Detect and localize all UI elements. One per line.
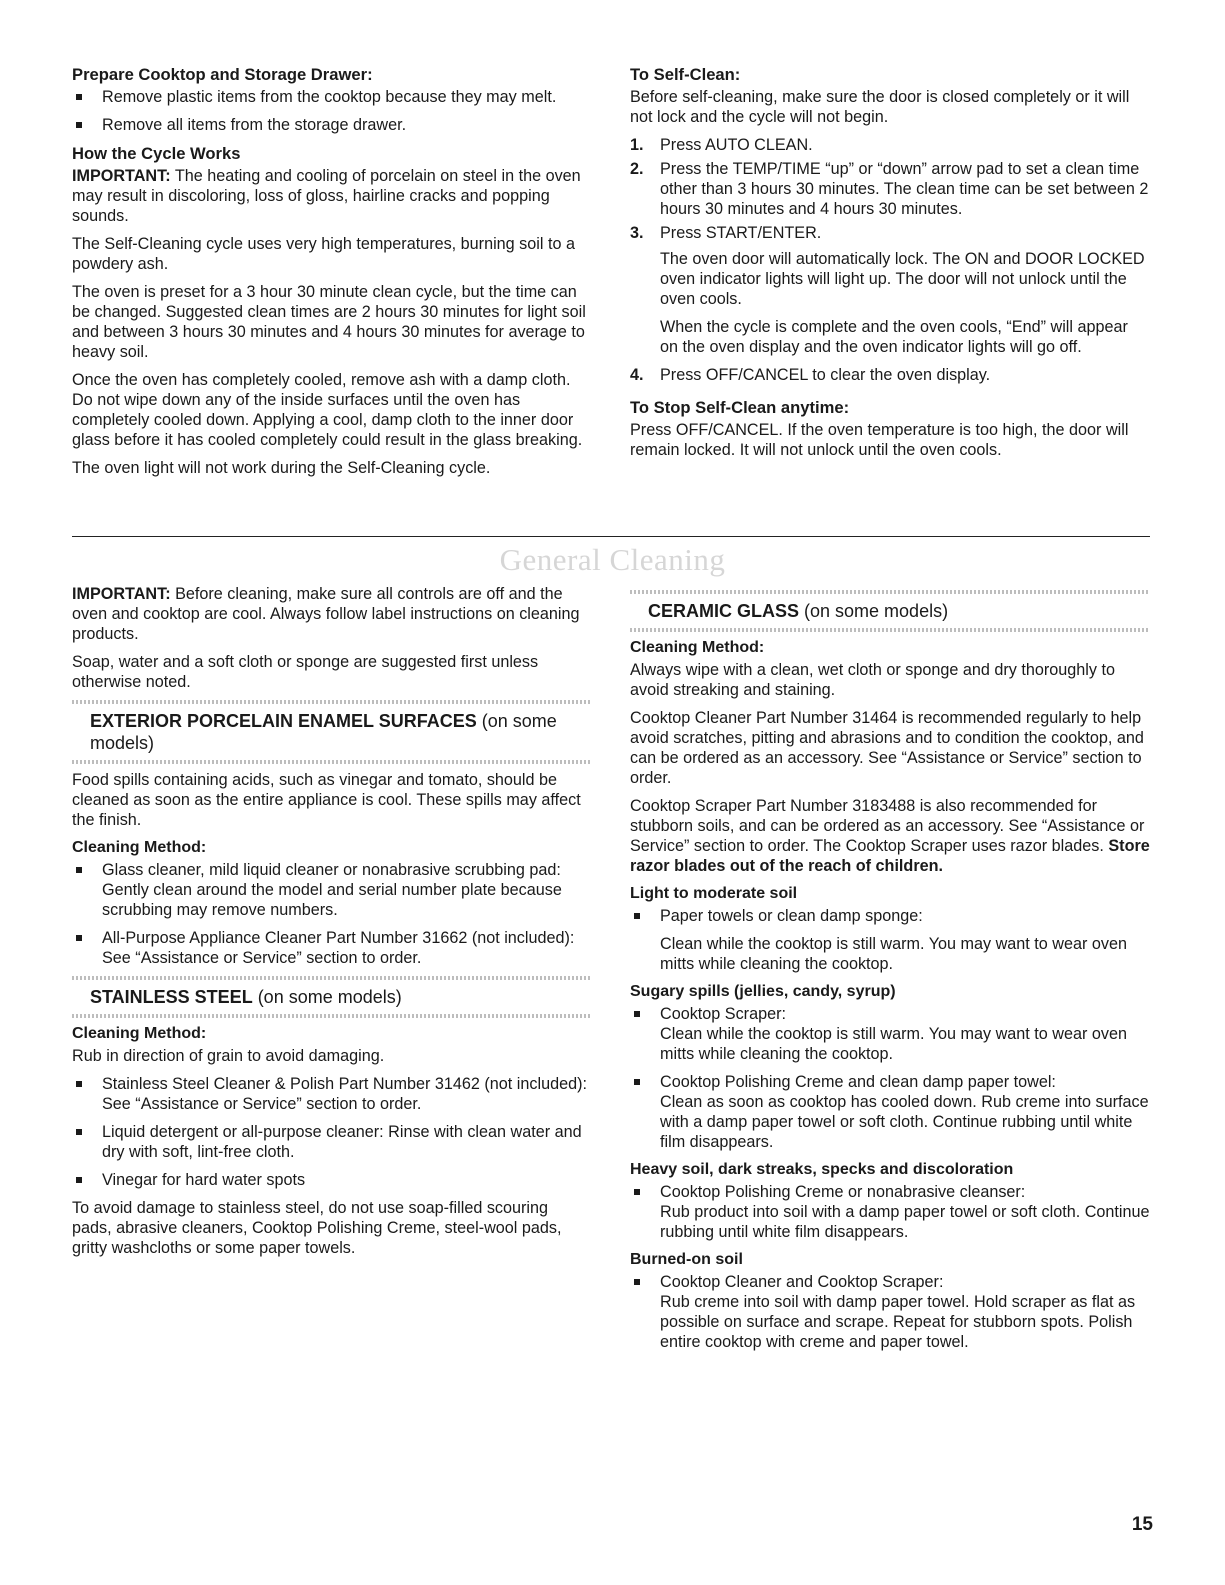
- paragraph: Always wipe with a clean, wet cloth or sponge and dry thoroughly to avoid streaking and staining.: [630, 661, 1115, 699]
- item-detail: Rub product into soil with a damp paper towel or soft cloth. Continue rubbing until white film disappears.: [660, 1203, 1150, 1241]
- list-item: Paper towels or clean damp sponge:: [630, 906, 1150, 926]
- exterior-intro: Food spills containing acids, such as vinegar and tomato, should be cleaned as soon as the entire appliance is cool. These spills may affect the finish.: [72, 771, 581, 829]
- item-detail: Clean as soon as cooktop has cooled down. Rub creme into surface with a damp paper towel or soft cloth. Continue rubbing until white film disappears.: [660, 1093, 1149, 1151]
- section-title: General Cleaning: [499, 542, 726, 577]
- list-item: [72, 928, 592, 968]
- item-detail: See “Assistance or Service” section to order.: [102, 949, 422, 967]
- step-item: [630, 223, 1150, 243]
- stainless-warning: To avoid damage to stainless steel, do not use soap-filled scouring pads, abrasive cleaners, Cooktop Polishing Creme, steel-wool pads, gritty washcloths or some paper towels.: [72, 1199, 562, 1257]
- step-item: [630, 365, 1150, 385]
- paragraph: The Self-Cleaning cycle uses very high temperatures, burning soil to a powdery ash.: [72, 235, 575, 273]
- light-soil-heading: Light to moderate soil: [630, 885, 798, 902]
- hatch-rule: [72, 976, 592, 980]
- list-item: [630, 1182, 1150, 1242]
- stainless-heading-rest: (on some models): [252, 987, 402, 1007]
- hatch-rule: [72, 760, 592, 764]
- general-cleaning-right-column: [630, 584, 1150, 1360]
- heavy-soil-heading: Heavy soil, dark streaks, specks and discoloration: [630, 1161, 1014, 1178]
- stainless-heading-bold: STAINLESS STEEL: [90, 987, 253, 1007]
- list-item: Remove all items from the storage drawer.: [72, 115, 592, 135]
- self-clean-column: [630, 64, 1150, 468]
- item-detail: Gently clean around the model and serial number plate because scrubbing may remove numbers.: [102, 881, 562, 919]
- step-number: 2.: [630, 160, 644, 178]
- exterior-heading-bold: EXTERIOR PORCELAIN ENAMEL SURFACES: [90, 711, 477, 731]
- step-note: The oven door will automatically lock. The ON and DOOR LOCKED oven indicator lights will light up. The door will not unlock until the oven cools.: [660, 250, 1145, 308]
- list-item: Remove plastic items from the cooktop because they may melt.: [72, 87, 592, 107]
- important-text: Before cleaning, make sure all controls are off and the oven and cooktop are cool. Always follow label instructions on cleaning products.: [72, 585, 580, 643]
- item-text: Cooktop Polishing Creme or nonabrasive cleanser:: [660, 1183, 1026, 1201]
- important-note: [72, 166, 592, 226]
- step-text: Press the TEMP/TIME “up” or “down” arrow pad to set a clean time other than 3 hours 30 minutes. The clean time can be set between 2 hours 30 minutes and 4 hours 30 minutes.: [660, 160, 1149, 218]
- stainless-intro: Rub in direction of grain to avoid damaging.: [72, 1047, 385, 1065]
- self-clean-steps-cont: [630, 365, 1150, 385]
- important-text: The heating and cooling of porcelain on steel in the oven may result in discoloring, loss of gloss, hairline cracks and popping sounds.: [72, 167, 581, 225]
- burned-soil-heading: Burned-on soil: [630, 1251, 743, 1268]
- paragraph: Once the oven has completely cooled, remove ash with a damp cloth. Do not wipe down any of the inside surfaces until the oven has completely cooled down. Applying a cool, damp cloth to the inner door glass before it has cooled completely could result in the glass breaking.: [72, 371, 583, 449]
- list-item: [630, 1004, 1150, 1064]
- page-number: 15: [1131, 1514, 1153, 1535]
- stainless-list: [72, 1074, 592, 1190]
- exterior-heading-rest: (on some models): [90, 711, 557, 753]
- step-text: Press AUTO CLEAN.: [660, 136, 813, 154]
- exterior-heading: [72, 710, 592, 754]
- cleaning-method-label: Cleaning Method:: [72, 839, 207, 856]
- list-item: Vinegar for hard water spots: [72, 1170, 592, 1190]
- stainless-heading: [72, 986, 592, 1008]
- step-text: Press OFF/CANCEL to clear the oven display.: [660, 366, 991, 384]
- prepare-heading: Prepare Cooktop and Storage Drawer:: [72, 65, 373, 84]
- hatch-rule: [72, 1014, 592, 1018]
- important-note: [72, 584, 592, 644]
- item-detail: Rub creme into soil with damp paper towel. Hold scraper as flat as possible on surface and scrape. Repeat for stubborn spots. Polish entire cooktop with creme and paper towel.: [660, 1293, 1136, 1351]
- step-number: 3.: [630, 224, 644, 242]
- paragraph: The oven is preset for a 3 hour 30 minute clean cycle, but the time can be changed. Suggested clean times are 2 hours 30 minutes for light soil and between 3 hours 30 minutes and 4 hours 30 minutes for average to heavy soil.: [72, 283, 586, 361]
- razor-warning: Store razor blades out of the reach of children.: [630, 837, 1150, 875]
- ceramic-heading-bold: CERAMIC GLASS: [648, 601, 800, 621]
- item-text: Glass cleaner, mild liquid cleaner or nonabrasive scrubbing pad:: [102, 861, 561, 879]
- item-text: Cooktop Scraper:: [660, 1005, 786, 1023]
- prepare-list: [72, 87, 592, 135]
- step-item: [630, 159, 1150, 219]
- important-label: IMPORTANT:: [72, 585, 171, 603]
- paragraph: Cooktop Cleaner Part Number 31464 is recommended regularly to help avoid scratches, pitting and abrasions and to condition the cooktop, and can be ordered as an accessory. See “Assistance or Service” section to order.: [630, 709, 1144, 787]
- sugary-list: [630, 1004, 1150, 1152]
- self-clean-heading: To Self-Clean:: [630, 65, 741, 84]
- burned-list: [630, 1272, 1150, 1352]
- step-item: [630, 135, 1150, 155]
- list-item: [630, 1072, 1150, 1152]
- heavy-list: [630, 1182, 1150, 1242]
- prepare-and-cycle-column: [72, 64, 592, 486]
- section-divider: [72, 536, 1150, 537]
- item-text: Cooktop Polishing Creme and clean damp paper towel:: [660, 1073, 1056, 1091]
- step-number: 1.: [630, 136, 644, 154]
- list-item: [630, 1272, 1150, 1352]
- paragraph: [630, 796, 1150, 876]
- step-number: 4.: [630, 366, 644, 384]
- sugary-spills-heading: Sugary spills (jellies, candy, syrup): [630, 983, 896, 1000]
- important-label: IMPORTANT:: [72, 167, 171, 185]
- light-soil-note: Clean while the cooktop is still warm. You may want to wear oven mitts while cleaning the cooktop.: [660, 935, 1127, 973]
- item-text: All-Purpose Appliance Cleaner Part Number 31662 (not included):: [102, 929, 575, 947]
- ceramic-heading-rest: (on some models): [799, 601, 949, 621]
- stop-text: Press OFF/CANCEL. If the oven temperature is too high, the door will remain locked. It will not unlock until the oven cools.: [630, 421, 1129, 459]
- scraper-text: Cooktop Scraper Part Number 3183488 is also recommended for stubborn soils, and can be ordered as an accessory. See “Assistance or Service” section to order. The Cooktop Scraper uses razor blades.: [630, 797, 1145, 855]
- cleaning-method-label: Cleaning Method:: [630, 639, 765, 656]
- soap-note: Soap, water and a soft cloth or sponge are suggested first unless otherwise noted.: [72, 653, 539, 691]
- ceramic-heading: [630, 600, 1150, 622]
- item-detail: Clean while the cooktop is still warm. You may want to wear oven mitts while cleaning the cooktop.: [660, 1025, 1127, 1063]
- self-clean-intro: Before self-cleaning, make sure the door is closed completely or it will not lock and the cycle will not begin.: [630, 88, 1130, 126]
- paragraph: The oven light will not work during the Self-Cleaning cycle.: [72, 459, 491, 477]
- hatch-rule: [630, 590, 1150, 594]
- step-text: Press START/ENTER.: [660, 224, 822, 242]
- list-item: [72, 860, 592, 920]
- list-item: Liquid detergent or all-purpose cleaner: Rinse with clean water and dry with soft, lint-free cloth.: [72, 1122, 592, 1162]
- hatch-rule: [72, 700, 592, 704]
- exterior-list: [72, 860, 592, 968]
- stop-heading: To Stop Self-Clean anytime:: [630, 398, 850, 417]
- item-text: Cooktop Cleaner and Cooktop Scraper:: [660, 1273, 944, 1291]
- general-cleaning-left-column: [72, 584, 592, 1266]
- cleaning-method-label: Cleaning Method:: [72, 1025, 207, 1042]
- list-item: Stainless Steel Cleaner & Polish Part Number 31462 (not included): See “Assistance or Service” section to order.: [72, 1074, 592, 1114]
- self-clean-steps: [630, 135, 1150, 243]
- light-soil-list: [630, 906, 1150, 926]
- hatch-rule: [630, 628, 1150, 632]
- step-note: When the cycle is complete and the oven cools, “End” will appear on the oven display and the oven indicator lights will go off.: [660, 318, 1128, 356]
- cycle-heading: How the Cycle Works: [72, 144, 241, 163]
